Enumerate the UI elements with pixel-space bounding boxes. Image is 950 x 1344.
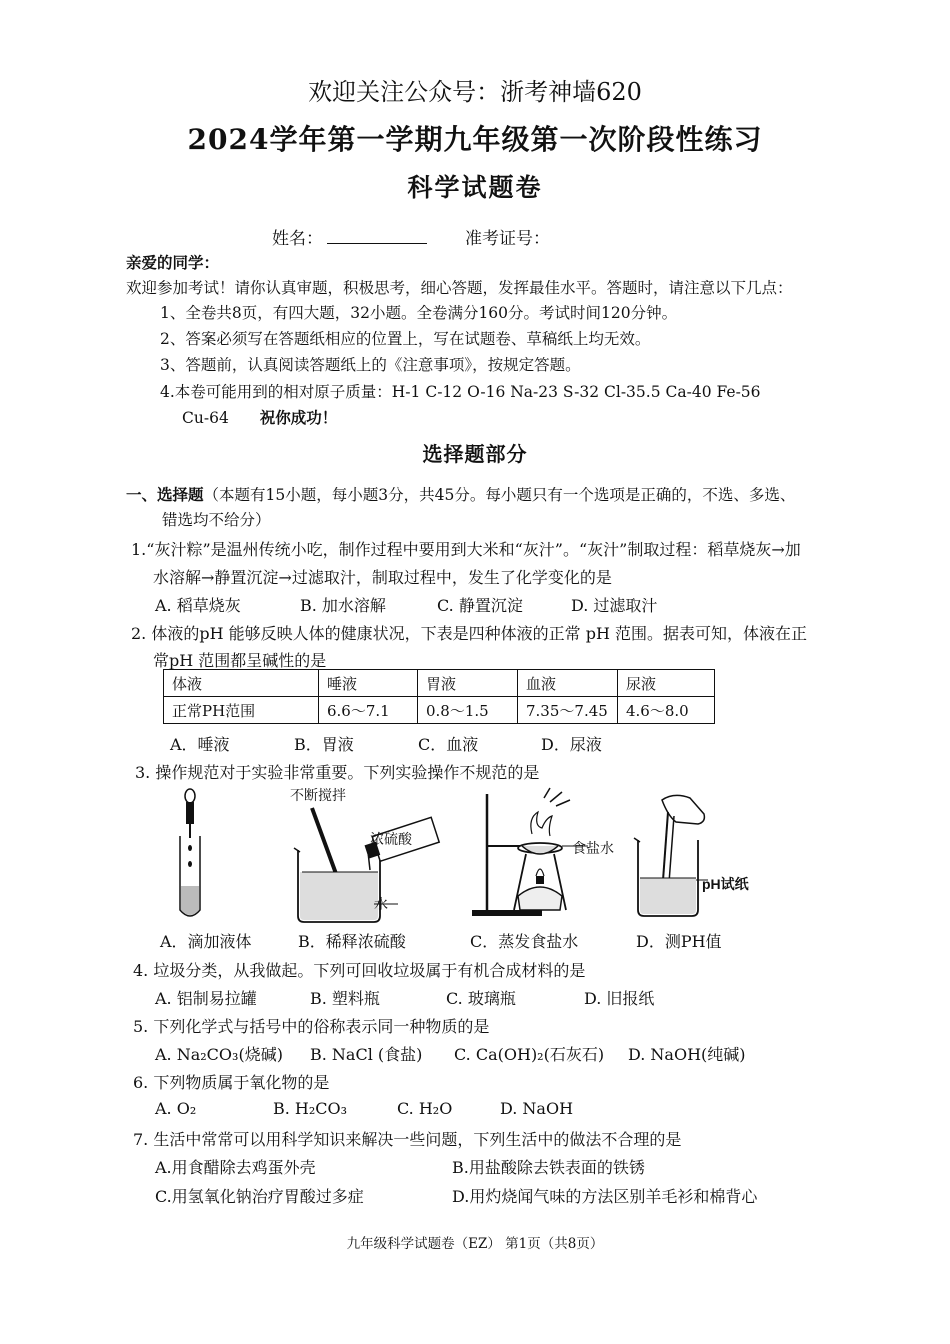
q6-option-a[interactable]: A. O₂ [155,1099,197,1118]
name-label: 姓名： [272,229,323,249]
figure-ph-test [632,792,712,920]
ph-table-cell: 唾液 [319,670,418,697]
q5-line1: 5. 下列化学式与括号中的俗称表示同一种物质的是 [133,1017,490,1036]
ph-table-cell: 胃液 [418,670,518,697]
label-ph-paper: pH试纸 [702,876,749,892]
q4-option-b[interactable]: B. 塑料瓶 [310,989,380,1008]
q1-line2: 水溶解→静置沉淀→过滤取汁，制取过程中，发生了化学变化的是 [153,568,612,587]
label-salt-water: 食盐水 [572,841,614,857]
section-title: 选择题部分 [422,442,528,466]
q7-line1: 7. 生活中常常可以用科学知识来解决一些问题，下列生活中的做法不合理的是 [133,1130,682,1149]
q1-option-a[interactable]: A. 稻草烧灰 [155,596,241,615]
note-4-cu: Cu-64 [182,409,229,427]
q3-option-d[interactable]: D．测PH值 [636,932,722,951]
ph-table-cell: 正常PH范围 [164,697,319,724]
q1-option-b[interactable]: B. 加水溶解 [300,596,386,615]
exam-subtitle: 科学试题卷 [407,173,543,202]
q5-option-d[interactable]: D. NaOH(纯碱) [628,1045,746,1064]
greeting: 亲爱的同学： [126,253,220,272]
q2-line1: 2. 体液的pH 能够反映人体的健康状况，下表是四种体液的正常 pH 范围。据表可知，体液在正 [131,624,808,643]
page-footer: 九年级科学试题卷（EZ） 第1页（共8页） [346,1236,604,1252]
q5-option-b[interactable]: B. NaCl (食盐) [310,1045,423,1064]
q3-option-b[interactable]: B．稀释浓硫酸 [298,932,406,951]
q6-option-c[interactable]: C. H₂O [397,1099,453,1118]
figure-dilute-acid [290,800,440,925]
q5-option-c[interactable]: C. Ca(OH)₂(石灰石) [454,1045,605,1064]
q1-option-d[interactable]: D. 过滤取汁 [571,596,658,615]
q4-option-a[interactable]: A. 铝制易拉罐 [155,989,257,1008]
ph-table-cell: 体液 [164,670,319,697]
exam-no-label: 准考证号： [465,229,550,249]
q2-option-c[interactable]: C．血液 [418,735,479,754]
figure-dropper [172,786,212,926]
ph-table-row [164,697,715,724]
q5-option-a[interactable]: A. Na₂CO₃(烧碱) [155,1045,283,1064]
q4-option-c[interactable]: C. 玻璃瓶 [446,989,516,1008]
exam-title: 2024学年第一学期九年级第一次阶段性练习 [187,123,763,156]
label-stir: 不断搅拌 [290,788,346,804]
note-2: 2、答案必须写在答题纸相应的位置上，写在试题卷、草稿纸上均无效。 [160,330,651,348]
ph-table-cell: 7.35～7.45 [518,697,618,724]
note-4: 4.本卷可能用到的相对原子质量：H-1 C-12 O-16 Na-23 S-32 Cl-35.5 Ca-40 Fe-56 [160,383,761,401]
q2-option-a[interactable]: A．唾液 [170,735,230,754]
name-blank[interactable] [327,229,427,244]
q2-line2: 常pH 范围都呈碱性的是 [153,651,327,670]
part1-heading [126,483,795,505]
label-acid: 浓硫酸 [370,832,412,848]
q7-option-a[interactable]: A.用食醋除去鸡蛋外壳 [155,1158,316,1177]
note-1: 1、全卷共8页，有四大题，32小题。全卷满分160分。考试时间120分钟。 [160,304,678,322]
q1-option-c[interactable]: C. 静置沉淀 [437,596,523,615]
part1-heading-bold: 一、选择题 [126,485,204,504]
ph-table-cell: 尿液 [618,670,715,697]
ph-table-cell: 0.8～1.5 [418,697,518,724]
q3-line1: 3. 操作规范对于实验非常重要。下列实验操作不规范的是 [135,763,540,782]
q3-option-c[interactable]: C．蒸发食盐水 [470,932,579,951]
q6-option-b[interactable]: B. H₂CO₃ [273,1099,348,1118]
welcome-text: 欢迎参加考试！请你认真审题，积极思考，细心答题，发挥最佳水平。答题时，请注意以下几点： [126,279,793,297]
q3-option-a[interactable]: A．滴加液体 [160,932,252,951]
ph-table-cell: 6.6～7.1 [319,697,418,724]
ph-table-cell: 4.6～8.0 [618,697,715,724]
ph-table-cell: 血液 [518,670,618,697]
q4-option-d[interactable]: D. 旧报纸 [584,989,655,1008]
q7-option-d[interactable]: D.用灼烧闻气味的方法区别羊毛衫和棉背心 [452,1187,758,1206]
q2-option-b[interactable]: B．胃液 [294,735,354,754]
q7-option-b[interactable]: B.用盐酸除去铁表面的铁锈 [452,1158,645,1177]
note-4-cont [182,406,337,428]
q6-option-d[interactable]: D. NaOH [500,1099,574,1118]
note-3: 3、答题前，认真阅读答题纸上的《注意事项》，按规定答题。 [160,356,581,374]
q7-option-c[interactable]: C.用氢氧化钠治疗胃酸过多症 [155,1187,364,1206]
q1-line1: 1.“灰汁粽”是温州传统小吃，制作过程中要用到大米和“灰汁”。“灰汁”制取过程：稻草烧灰→加 [131,540,801,559]
q4-line1: 4. 垃圾分类，从我做起。下列可回收垃圾属于有机合成材料的是 [133,961,586,980]
ph-table-header [164,670,715,697]
part1-heading-rest: （本题有15小题，每小题3分，共45分。每小题只有一个选项是正确的，不选、多选、 [203,486,796,504]
good-luck: 祝你成功！ [259,408,338,427]
wechat-notice: 欢迎关注公众号：浙考神墙620 [308,78,642,106]
q2-option-d[interactable]: D．尿液 [541,735,602,754]
part1-heading-cont: 错选均不给分） [162,511,271,529]
label-water: 水 [374,897,388,913]
name-row [272,224,550,249]
q6-line1: 6. 下列物质属于氧化物的是 [133,1073,330,1092]
ph-table [163,669,715,724]
